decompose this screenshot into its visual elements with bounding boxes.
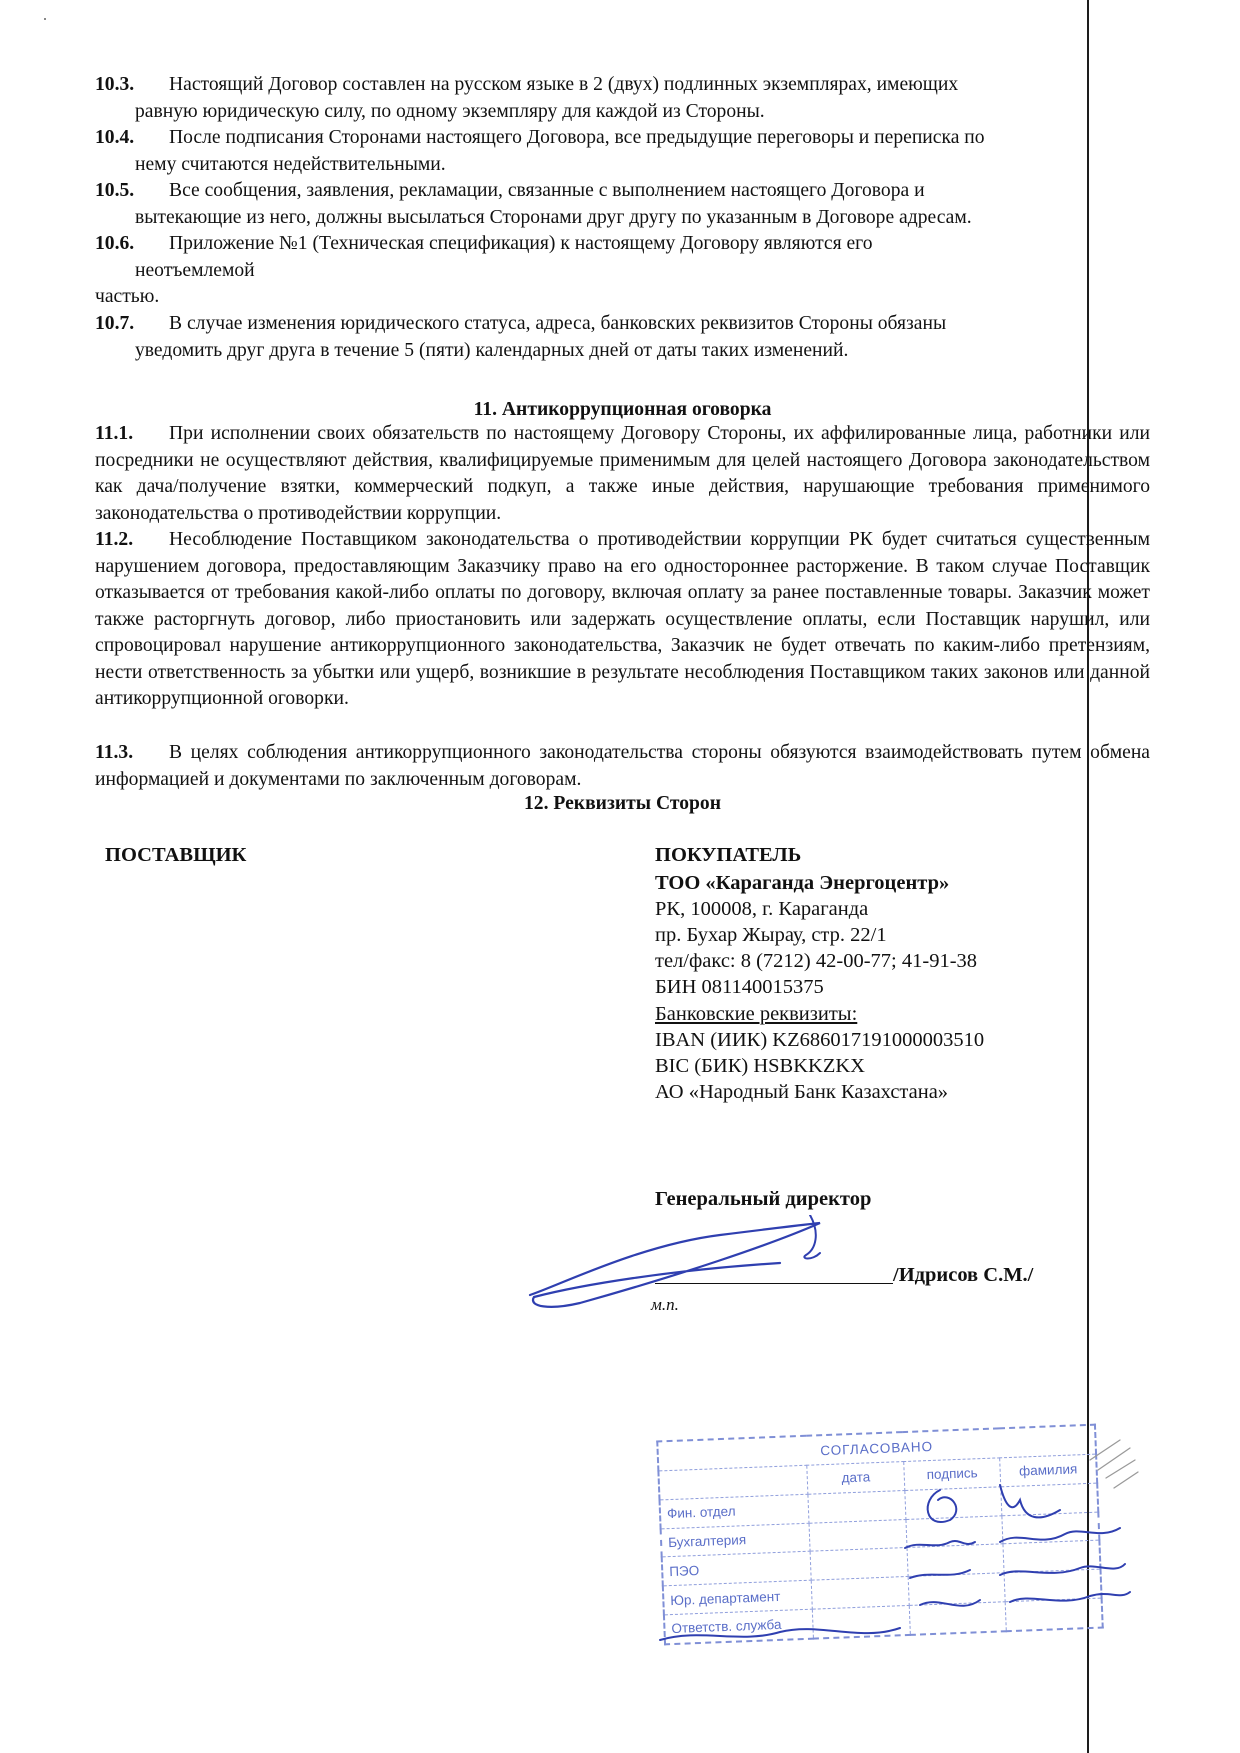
buyer-bic: BIC (БИК) HSBKKZKX (655, 1055, 865, 1077)
buyer-phone: тел/факс: 8 (7212) 42-00-77; 41-91-38 (655, 950, 978, 972)
clause-text: Все сообщения, заявления, рекламации, связанные с выполнением настоящего Договора и (169, 180, 925, 201)
clause-text: Несоблюдение Поставщиком законодательства о противодействии коррупции РК будет считаться существенным нарушением договора, предоставляющим Заказчику право на его одностороннее расторжение. В таком случае Поставщик отказывается от требования какой-либо оплаты по договору, включая оплату за ранее поставленные товары. Заказчик может также расторгнуть договор, либо приостановить или задержать осуществление оплаты, если Поставщик нарушил, или спровоцировал нарушение антикоррупционного законодательства, Заказчик не будет отвечать по каким-либо претензиям, нести ответственность за убытки или ущерб, возникшие в результате несоблюдения Поставщиком таких законов или данной антикоррупционной оговорки. (95, 529, 1150, 709)
buyer-title: ПОКУПАТЕЛЬ (655, 844, 802, 866)
buyer-iban: IBAN (ИИК) KZ686017191000003510 (655, 1029, 985, 1051)
clause-10-4 (95, 125, 1150, 178)
clause-10-5 (95, 178, 1150, 231)
clause-continuation: вытекающие из него, должны высылаться Сторонами друг другу по указанным в Договоре адресам. (135, 206, 972, 228)
section-12-heading: 12. Реквизиты Сторон (524, 793, 721, 814)
clause-10-6 (95, 231, 1150, 311)
clause-11-3 (95, 740, 1150, 793)
clause-continuation: уведомить друг друга в течение 5 (пяти) календарных дней от даты таких изменений. (135, 339, 849, 361)
director-title: Генеральный директор (655, 1188, 872, 1210)
scan-speck (44, 18, 46, 20)
buyer-address-city: РК, 100008, г. Караганда (655, 898, 869, 920)
clause-number: 10.5. (95, 180, 135, 201)
bank-details-label: Банковские реквизиты: (655, 1003, 858, 1025)
stamp-handwriting (620, 1430, 1140, 1660)
clause-text: Приложение №1 (Техническая спецификация) к настоящему Договору являются его (169, 233, 873, 254)
stamp-row-label: Ответств. служба (664, 1609, 814, 1644)
clause-text: В целях соблюдения антикоррупционного законодательства стороны обязуются взаимодействовать путем обмена информацией и документами по заключенным договорам. (95, 742, 1150, 790)
director-name: /Идрисов С.М./ (893, 1264, 1034, 1286)
clause-number: 10.7. (95, 313, 135, 334)
stamp-col-date: дата (807, 1462, 904, 1494)
buyer-address-street: пр. Бухар Жырау, стр. 22/1 (655, 924, 887, 946)
buyer-bin: БИН 081140015375 (655, 976, 824, 998)
stamp-col-signature: подпись (903, 1458, 1000, 1490)
clause-text: В случае изменения юридического статуса, адреса, банковских реквизитов Стороны обязаны (169, 313, 947, 334)
stamp-row-label: Юр. департамент (663, 1580, 813, 1614)
director-signature (520, 1215, 860, 1315)
clause-continuation: нему считаются недействительными. (135, 153, 446, 175)
buyer-bank-name: АО «Народный Банк Казахстана» (655, 1081, 949, 1103)
clause-number: 11.2. (95, 529, 134, 550)
stamp-row-label: Фин. отдел (660, 1494, 810, 1528)
clause-number: 10.6. (95, 233, 135, 254)
stamp-col-surname: фамилия (1000, 1454, 1097, 1486)
clause-continuation: неотъемлемой (135, 259, 255, 281)
clause-11-1 (95, 421, 1150, 527)
stamp-row-label: ПЭО (662, 1552, 812, 1586)
clause-text: После подписания Сторонами настоящего Договора, все предыдущие переговоры и переписка по (169, 127, 985, 148)
clause-number: 11.1. (95, 423, 134, 444)
clause-continuation: равную юридическую силу, по одному экземпляру для каждой из Стороны. (135, 100, 765, 122)
clause-tail: частью. (95, 286, 160, 307)
clause-10-7 (95, 311, 1150, 364)
clause-text: При исполнении своих обязательств по настоящему Договору Стороны, их аффилированные лица, работники или посредники не осуществляют действия, квалифицируемые применимым для целей настоящего Договора законодательством как дача/получение взятки, коммерческий подкуп, а также иные действия, нарушающие требования применимого законодательства о противодействии коррупции. (95, 423, 1150, 524)
buyer-company-name: ТОО «Караганда Энергоцентр» (655, 872, 950, 894)
stamp-row-label: Бухгалтерия (661, 1523, 811, 1557)
supplier-title: ПОСТАВЩИК (105, 844, 247, 866)
clause-text: Настоящий Договор составлен на русском языке в 2 (двух) подлинных экземплярах, имеющих (169, 74, 959, 95)
section-11-heading: 11. Антикоррупционная оговорка (473, 399, 772, 420)
clause-11-2 (95, 527, 1150, 713)
clause-number: 11.3. (95, 742, 134, 763)
stamp-title: СОГЛАСОВАНО (657, 1425, 1096, 1471)
clause-number: 10.3. (95, 74, 135, 95)
clause-number: 10.4. (95, 127, 135, 148)
stamp-place-label: м.п. (651, 1295, 679, 1314)
clause-10-3 (95, 72, 1150, 125)
